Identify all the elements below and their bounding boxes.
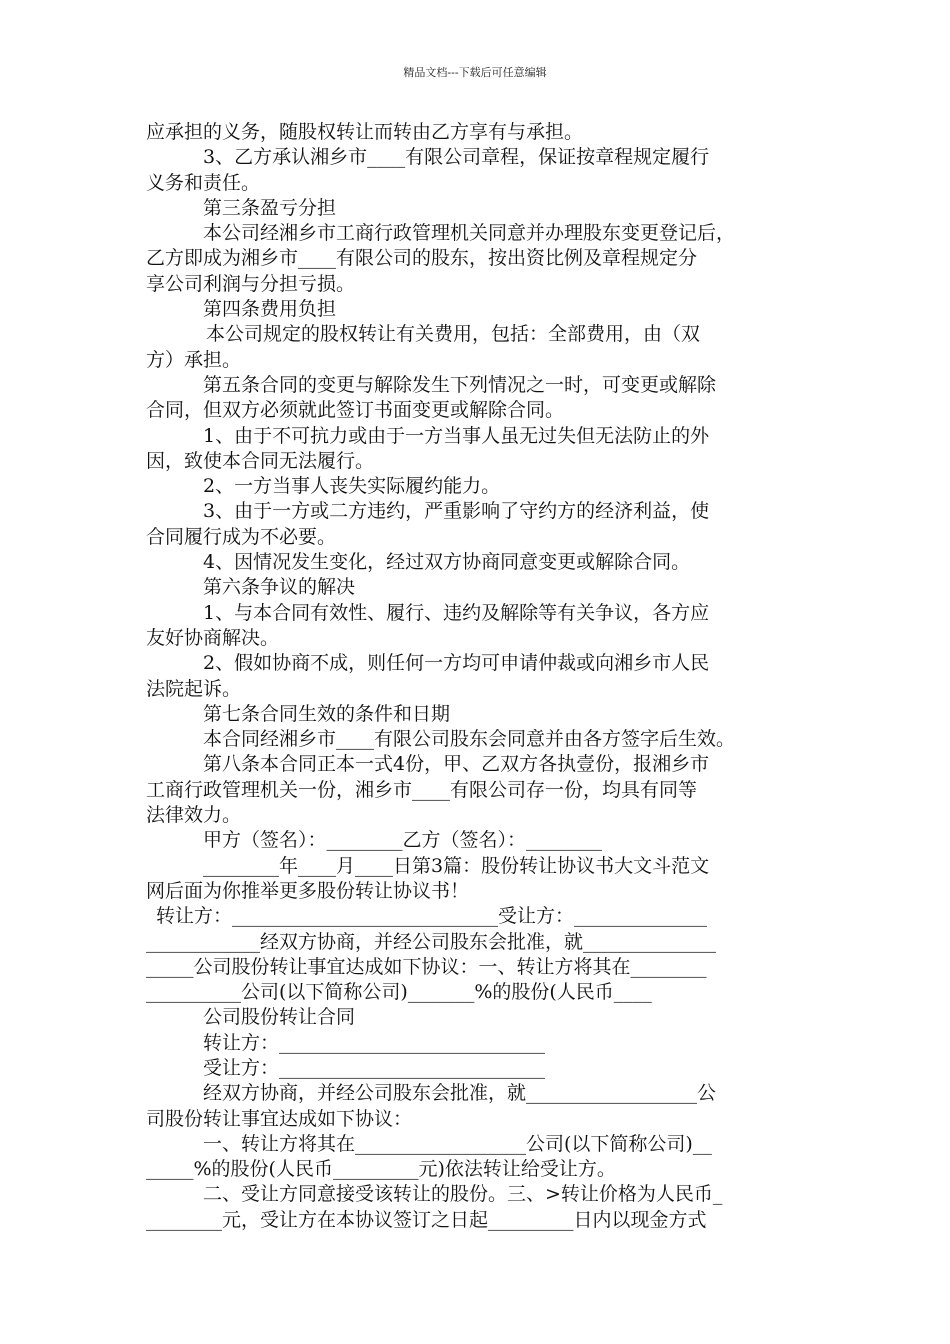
text-line: 本公司规定的股权转让有关费用，包括：全部费用，由（双 — [206, 323, 701, 346]
text-line: 网后面为你推举更多股份转让协议书！ — [146, 879, 470, 902]
text-line: 1、与本合同有效性、履行、违约及解除等有关争议，各方应 — [203, 601, 710, 624]
text-line: 应承担的义务，随股权转让而转由乙方享有与承担。 — [146, 121, 584, 143]
text-line: 司股份转让事宜达成如下协议： — [146, 1107, 413, 1130]
text-line: __________公司(以下简称公司)_______%的股份(人民币____ — [146, 981, 652, 1004]
section-heading: 第五条合同的变更与解除发生下列情况之一时，可变更或解除 — [203, 373, 717, 396]
text-line: ________年____月____日第3篇：股份转让协议书大文斗范文 — [203, 854, 710, 877]
text-line: 合同，但双方必须就此签订书面变更或解除合同。 — [146, 399, 565, 422]
section-heading: 第六条争议的解决 — [203, 576, 356, 599]
text-line: 2、假如协商不成，则任何一方均可申请仲裁或向湘乡市人民 — [203, 652, 710, 675]
section-heading: 第八条本合同正本一式4份，甲、乙双方各执壹份，报湘乡市 — [203, 753, 710, 776]
text-line: ________元，受让方在本协议签订之日起_________日内以现金方式 — [146, 1208, 707, 1231]
text-line: 法律效力。 — [146, 804, 242, 827]
text-line: 经双方协商，并经公司股东会批准，就__________________公 — [203, 1082, 717, 1105]
text-line: _____公司股份转让事宜达成如下协议：一、转让方将其在________ — [146, 955, 707, 978]
text-line: _____%的股份(人民币_________元)依法转让给受让方。 — [146, 1158, 616, 1181]
text-line: 本合同经湘乡市____有限公司股东会同意并由各方签字后生效。 — [203, 728, 736, 751]
text-line: 法院起诉。 — [146, 677, 242, 700]
text-line: 本公司经湘乡市工商行政管理机关同意并办理股东变更登记后， — [203, 222, 736, 245]
section-heading: 第四条费用负担 — [203, 298, 337, 321]
text-line: 工商行政管理机关一份，湘乡市____有限公司存一份，均具有同等 — [146, 778, 698, 801]
document-body — [146, 120, 810, 1233]
signature-line: 甲方（签名）：________乙方（签名）：________ — [203, 829, 603, 852]
text-line: 乙方即成为湘乡市____有限公司的股东，按出资比例及章程规定分 — [146, 247, 698, 270]
section-heading: 第三条盈亏分担 — [203, 196, 337, 219]
text-line: ____________经双方协商，并经公司股东会批准，就______________ — [146, 930, 717, 953]
text-line: 受让方：____________________________ — [203, 1056, 546, 1079]
text-line: 因，致使本合同无法履行。 — [146, 449, 375, 472]
text-line: 二、受让方同意接受该转让的股份。三、>转让价格为人民币_ — [203, 1183, 723, 1206]
section-heading: 第七条合同生效的条件和日期 — [203, 702, 451, 725]
text-line: 1、由于不可抗力或由于一方当事人虽无过失但无法防止的外 — [203, 424, 710, 447]
text-line: 3、乙方承认湘乡市____有限公司章程，保证按章程规定履行 — [203, 146, 710, 169]
text-line: 方）承担。 — [146, 348, 242, 371]
text-line: 转让方：____________________________ — [203, 1031, 546, 1054]
text-line: 2、一方当事人丧失实际履约能力。 — [203, 475, 501, 498]
text-line: 合同履行成为不必要。 — [146, 525, 337, 548]
page-header: 精品文档---下载后可任意编辑 — [403, 66, 547, 79]
text-line: 一、转让方将其在__________________公司(以下简称公司)__ — [203, 1132, 712, 1155]
text-line: 转让方：____________________________受让方：______________ — [156, 905, 708, 928]
text-line: 3、由于一方或二方违约，严重影响了守约方的经济利益，使 — [203, 500, 710, 523]
text-line: 友好协商解决。 — [146, 626, 280, 649]
text-line: 4、因情况发生变化，经过双方协商同意变更或解除合同。 — [203, 551, 691, 574]
text-line: 享公司利润与分担亏损。 — [146, 272, 356, 295]
section-heading: 公司股份转让合同 — [203, 1006, 356, 1029]
text-line: 义务和责任。 — [146, 171, 261, 194]
